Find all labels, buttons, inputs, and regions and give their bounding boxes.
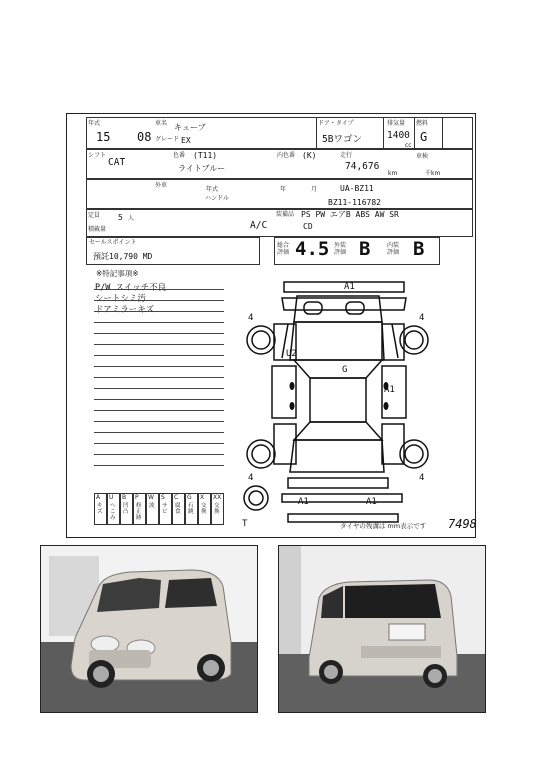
note-line [94, 333, 224, 334]
model-label: 年式 [206, 186, 219, 193]
mileage-label: 走行 [340, 152, 353, 159]
note-line [94, 388, 224, 389]
legend-code: U [109, 494, 114, 501]
grade: EX [181, 136, 191, 145]
note-line [94, 454, 224, 455]
aircon: A/C [250, 220, 268, 231]
grade-label: グレード [155, 136, 180, 143]
note-line [94, 465, 224, 466]
note-line [94, 432, 224, 433]
ext-score: B [359, 238, 371, 260]
capacity-label: 定員 [88, 212, 101, 219]
interior-label: 内色番 [277, 152, 296, 159]
legend-code: P [135, 494, 139, 501]
handwritten-number: 7498 [448, 517, 477, 531]
month-value: 08 [137, 130, 152, 144]
mark-t: T [242, 519, 248, 529]
mark-u2: U2 [286, 349, 297, 359]
color-label: 色番 [173, 152, 186, 159]
legend-code: B [122, 494, 127, 501]
note-line [94, 421, 224, 422]
mark-tyre-fr: 4 [419, 313, 425, 323]
legend-code: A [96, 494, 101, 501]
model-code: UA-BZ11 [340, 184, 374, 193]
mark-a1-br: A1 [366, 497, 377, 507]
row-3 [86, 179, 473, 209]
inspection-label: 車検 [416, 153, 429, 160]
legend-name: 交換 [201, 503, 207, 515]
car-name: キューブ [174, 123, 206, 132]
rear-car-photo [279, 546, 485, 712]
mark-a1-right: A1 [384, 385, 395, 395]
interior: (K) [302, 151, 317, 160]
total-label: 総合評価 [277, 242, 290, 256]
mark-tyre-rl: 4 [248, 473, 254, 483]
mark-tyre-rr: 4 [419, 473, 425, 483]
displacement-unit: cc [405, 142, 412, 149]
note-line [94, 399, 224, 400]
note-item-2: シートシミ汚 [95, 294, 147, 304]
legend-name: 波 [149, 503, 155, 509]
sales-label: セールスポイント [89, 239, 137, 246]
frame-no: BZ11-116782 [328, 198, 381, 207]
shift: CAT [108, 157, 126, 168]
color-name: ライトブルー [178, 164, 226, 173]
legend-name: へこみ [110, 503, 116, 521]
equipment: PS PW エアB ABS AW SR [301, 210, 399, 219]
frame-label: 外車 [155, 182, 168, 189]
ext-label: 外装評価 [334, 242, 347, 256]
note-line [94, 355, 224, 356]
month-word: 月 [311, 186, 318, 193]
mark-g: G [342, 365, 348, 375]
body-type-label: ドア・タイプ [318, 120, 354, 127]
car-diagram [234, 268, 444, 530]
km-note: 千km [425, 170, 441, 177]
legend-code: XX [213, 494, 222, 501]
capacity-unit: 人 [128, 215, 135, 222]
tyre-note: タイヤの残溝は mm表示です [340, 522, 427, 530]
legend-code: G [187, 494, 192, 501]
legend-code: S [161, 494, 165, 501]
legend-code: W [148, 494, 154, 501]
capacity: 5 [118, 213, 123, 222]
int-label: 内装評価 [387, 242, 400, 256]
car-name-label: 車名 [155, 120, 168, 127]
front-car-photo [41, 546, 257, 712]
note-line [94, 289, 224, 290]
note-line [94, 300, 224, 301]
int-score: B [413, 238, 425, 260]
displacement: 1400 [387, 130, 410, 141]
note-line [94, 322, 224, 323]
body-type: 5Bワゴン [322, 134, 362, 145]
shift-label: シフト [88, 152, 107, 159]
legend-code: C [174, 494, 179, 501]
deposit: 預託10,790 MD [93, 252, 153, 261]
mileage: 74,676 [345, 161, 380, 172]
rear-photo-frame [278, 545, 486, 713]
mark-tyre-fl: 4 [248, 313, 254, 323]
note-line [94, 377, 224, 378]
notes-title: ※特記事項※ [96, 269, 139, 278]
loading-label: 積載量 [88, 226, 107, 233]
note-line [94, 443, 224, 444]
total-score: 4.5 [295, 238, 330, 260]
displacement-label: 排気量 [387, 120, 406, 127]
note-line [94, 410, 224, 411]
year-value: 15 [96, 130, 111, 144]
handle-label: ハンドル [205, 195, 230, 202]
equipment-2: CD [303, 222, 313, 231]
mark-a1-bl: A1 [298, 497, 309, 507]
note-line [94, 311, 224, 312]
legend-name: 石跳 [188, 503, 194, 515]
front-photo-frame [40, 545, 258, 713]
note-item-1: P/W スイッチ不良 [95, 283, 167, 293]
note-line [94, 366, 224, 367]
legend-name: 凹凸 [123, 503, 129, 515]
note-line [94, 344, 224, 345]
legend-name: サビ [162, 503, 168, 515]
year-label: 年式 [88, 120, 101, 127]
legend-name: キズ [97, 503, 103, 515]
legend-name: 腐食 [175, 503, 181, 515]
mark-a1-top: A1 [344, 282, 355, 292]
equipment-label: 装備品 [276, 211, 295, 218]
mileage-unit: km [388, 170, 398, 177]
note-item-3: ドアミラーキズ [95, 305, 155, 315]
color-code: (T11) [193, 151, 218, 160]
fuel-label: 燃料 [416, 120, 429, 127]
year-word: 年 [280, 186, 287, 193]
legend-name: 交換 [214, 503, 220, 515]
fuel: G [420, 130, 428, 144]
legend-code: X [200, 494, 205, 501]
legend-name: 修正跡 [136, 503, 142, 521]
